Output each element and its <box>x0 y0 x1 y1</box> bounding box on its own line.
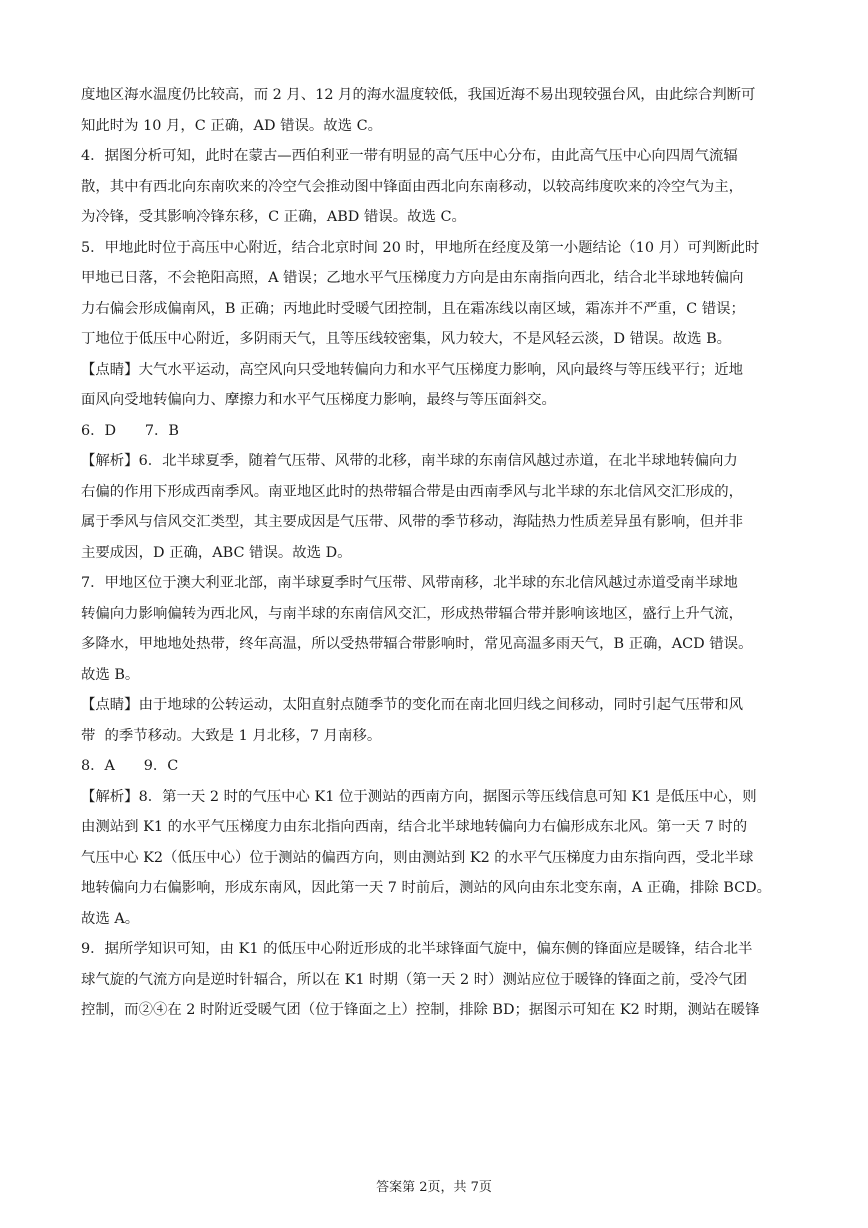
page-footer: 答案第 2页，共 7页 <box>376 1180 492 1195</box>
paragraph-q6-analysis: 【解析】6．北半球夏季，随着气压带、风带的北移，南半球的东南信风越过赤道，在北半球地转偏向力 右偏的作用下形成西南季风。南亚地区此时的热带辐合带是由西南季风与北半球的东北信风交汇形成的， 属于季风与信风交汇类型，其主要成因是气压带、风带的季节移动，海陆热力性质差异虽有影响，但并非 主要成因，D 正确，ABC 错误。故选 D。 <box>81 453 743 561</box>
paragraph-tip-pressure-belts: 【点睛】由于地球的公转运动，太阳直射点随季节的变化而在南北回归线之间移动，同时引起气压带和风 带 的季节移动。大致是 1 月北移，7 月南移。 <box>81 697 743 744</box>
paragraph-answers-6-7: 6．D 7．B <box>81 422 179 439</box>
paragraph-q8-analysis: 【解析】8．第一天 2 时的气压中心 K1 位于测站的西南方向，据图示等压线信息可知 K1 是低压中心，则 由测站到 K1 的水平气压梯度力由东北指向西南，结合北半球地转偏向力右偏形成东北风。第一天 7 时的 气压中心 K2（低压中心）位于测站的偏西方向，则由测站到 K2 的水平气压梯度力由东指向西，受北半球 地转偏向力右偏影响，形成东南风，因此第一天 7 时前后，测站的风向由东北变东南，A 正确，排除 BCD。 故选 A。 <box>81 788 772 927</box>
paragraph-q7-analysis: 7．甲地区位于澳大利亚北部，南半球夏季时气压带、风带南移，北半球的东北信风越过赤道受南半球地 转偏向力影响偏转为西北风，与南半球的东南信风交汇，形成热带辐合带并影响该地区，盛行上升气流， 多降水，甲地地处热带，终年高温，所以受热带辐合带影响时，常见高温多雨天气，B 正确，ACD 错误。 故选 B。 <box>81 575 753 683</box>
paragraph-q3-conclusion: 度地区海水温度仍比较高，而 2 月、12 月的海水温度较低，我国近海不易出现较强台风，由此综合判断可 知此时为 10 月，C 正确，AD 错误。故选 C。 <box>81 87 756 134</box>
paragraph-q9-analysis: 9．据所学知识可知，由 K1 的低压中心附近形成的北半球锋面气旋中，偏东侧的锋面应是暖锋，结合北半 球气旋的气流方向是逆时针辐合，所以在 K1 时期（第一天 2 时）测站应位于暖锋的锋面之前，受冷气团 控制，而②④在 2 时附近受暖气团（位于锋面之上）控制，排除 BD；据图示可知在 K2 时期，测站在暖锋 <box>81 941 760 1018</box>
answer-text-body <box>81 80 791 1026</box>
paragraph-tip-wind: 【点睛】大气水平运动，高空风向只受地转偏向力和水平气压梯度力影响，风向最终与等压线平行；近地 面风向受地转偏向力、摩擦力和水平气压梯度力影响，最终与等压面斜交。 <box>81 361 743 408</box>
paragraph-q5-answer: 5．甲地此时位于高压中心附近，结合北京时间 20 时，甲地所在经度及第一小题结论（10 月）可判断此时 甲地已日落，不会艳阳高照，A 错误；乙地水平气压梯度力方向是由东南指向西北，结合北半球地转偏向 力右偏会形成偏南风，B 正确；丙地此时受暖气团控制，且在霜冻线以南区域，霜冻并不严重，C 错误； 丁地位于低压中心附近，多阴雨天气，且等压线较密集，风力较大，不是风轻云淡，D 错误。故选 B。 <box>81 239 760 347</box>
paragraph-answers-8-9: 8．A 9．C <box>81 758 179 774</box>
paragraph-q4-answer: 4．据图分析可知，此时在蒙古—西伯利亚一带有明显的高气压中心分布，由此高气压中心向四周气流辐 散，其中有西北向东南吹来的冷空气会推动图中锋面由西北向东南移动，以较高纬度吹来的冷空气为主， 为冷锋，受其影响冷锋东移，C 正确，ABD 错误。故选 C。 <box>81 148 743 225</box>
